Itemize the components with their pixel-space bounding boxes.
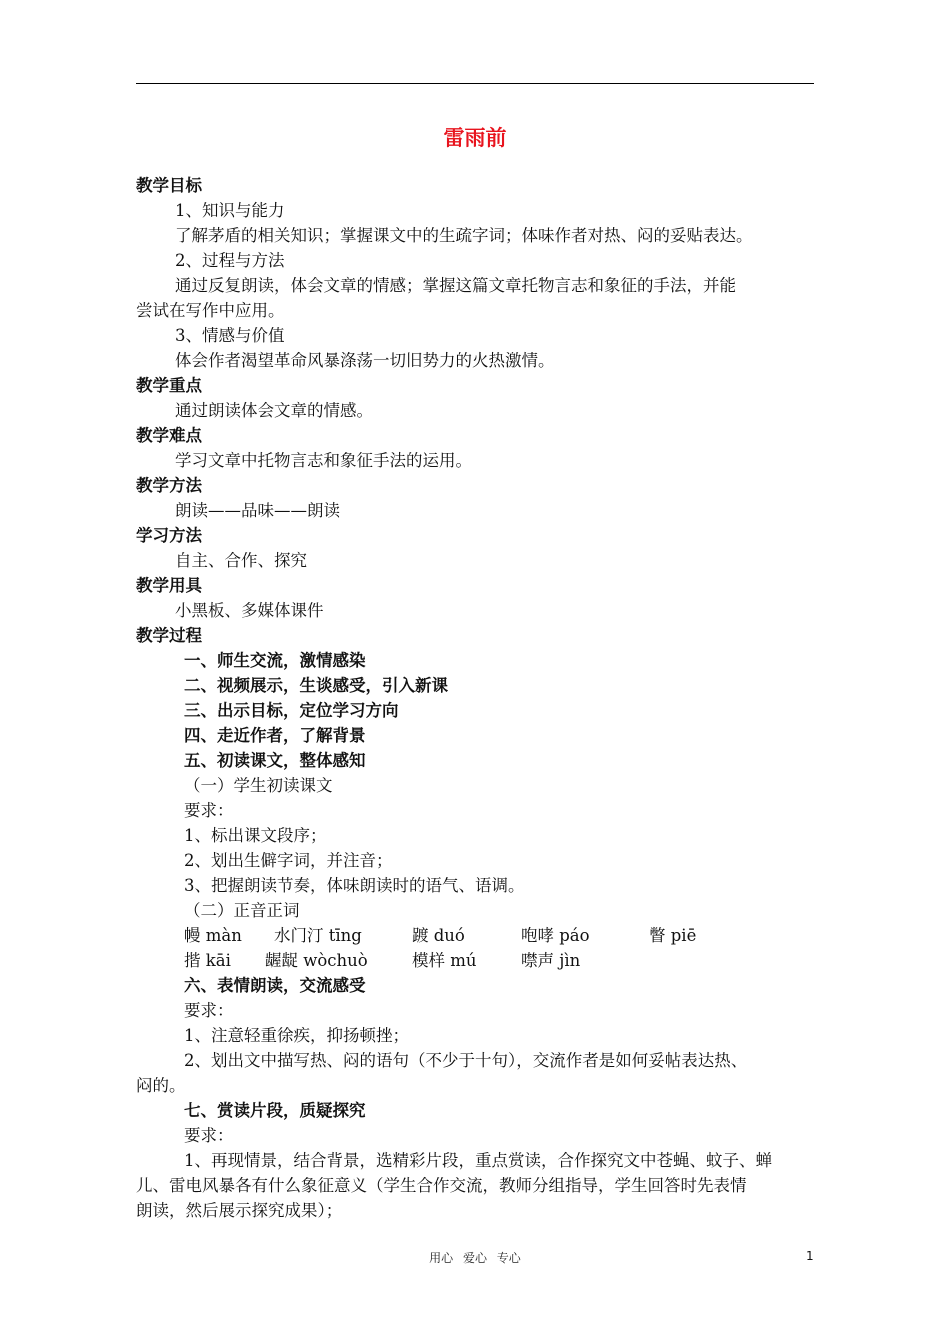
step-7-req-1a: 1、再现情景，结合背景，选精彩片段，重点赏读，合作探究文中苍蝇、蚊子、蝉 <box>184 1151 772 1170</box>
process-step-2: 二、视频展示，生谈感受，引入新课 <box>184 676 448 695</box>
pinyin-item: 水门汀 tīng <box>274 926 362 945</box>
objectives-heading: 教学目标 <box>136 176 202 195</box>
step-6-req-2b: 闷的。 <box>136 1076 186 1095</box>
page-number: 1 <box>806 1249 814 1263</box>
step-6-req-1: 1、注意轻重徐疾，抑扬顿挫； <box>184 1026 409 1045</box>
difficulties-heading: 教学难点 <box>136 426 202 445</box>
study-method-text: 自主、合作、探究 <box>175 551 307 570</box>
process-step-6: 六、表情朗读，交流感受 <box>184 976 366 995</box>
step-5-req-2: 2、划出生僻字词，并注音； <box>184 851 393 870</box>
difficulties-text: 学习文章中托物言志和象征手法的运用。 <box>175 451 472 470</box>
teaching-method-text: 朗读——品味——朗读 <box>175 501 340 520</box>
study-method-heading: 学习方法 <box>136 526 202 545</box>
pinyin-item: 踱 duó <box>412 926 465 945</box>
header-rule <box>136 83 814 84</box>
step-5-req-3: 3、把握朗读节奏，体味朗读时的语气、语调。 <box>184 876 525 895</box>
process-step-7: 七、赏读片段，质疑探究 <box>184 1101 366 1120</box>
objective-1-title: 1、知识与能力 <box>175 201 285 220</box>
step-5-sub-2: （二）正音正词 <box>184 901 300 920</box>
objective-2-text-a: 通过反复朗读，体会文章的情感；掌握这篇文章托物言志和象征的手法，并能 <box>175 276 736 295</box>
objective-3-title: 3、情感与价值 <box>175 326 285 345</box>
document-title: 雷雨前 <box>443 126 507 150</box>
objective-3-text: 体会作者渴望革命风暴涤荡一切旧势力的火热激情。 <box>175 351 555 370</box>
step-7-req-1b: 儿、雷电风暴各有什么象征意义（学生合作交流，教师分组指导，学生回答时先表情 <box>136 1176 747 1195</box>
process-step-3: 三、出示目标，定位学习方向 <box>184 701 399 720</box>
process-step-5: 五、初读课文，整体感知 <box>184 751 366 770</box>
teaching-method-heading: 教学方法 <box>136 476 202 495</box>
footer-slogan: 用心 爱心 专心 <box>429 1251 521 1265</box>
objective-2-title: 2、过程与方法 <box>175 251 285 270</box>
process-step-4: 四、走近作者，了解背景 <box>184 726 366 745</box>
step-5-req-1: 1、标出课文段序； <box>184 826 327 845</box>
objective-2-text-b: 尝试在写作中应用。 <box>136 301 285 320</box>
step-6-requirements: 要求： <box>184 1001 234 1020</box>
pinyin-item: 咆哮 páo <box>521 926 590 945</box>
key-points-heading: 教学重点 <box>136 376 202 395</box>
process-heading: 教学过程 <box>136 626 202 645</box>
teaching-tools-heading: 教学用具 <box>136 576 202 595</box>
pinyin-item: 瞥 piē <box>649 926 697 945</box>
pinyin-item: 幔 màn <box>184 926 242 945</box>
pinyin-item: 模样 mú <box>412 951 477 970</box>
pinyin-item: 噤声 jìn <box>521 951 581 970</box>
pinyin-item: 龌龊 wòchuò <box>265 951 368 970</box>
pinyin-item: 揩 kāi <box>184 951 231 970</box>
step-6-req-2a: 2、划出文中描写热、闷的语句（不少于十句），交流作者是如何妥帖表达热、 <box>184 1051 748 1070</box>
objective-1-text: 了解茅盾的相关知识；掌握课文中的生疏字词；体味作者对热、闷的妥贴表达。 <box>175 226 753 245</box>
step-5-requirements: 要求： <box>184 801 234 820</box>
step-7-req-1c: 朗读，然后展示探究成果）； <box>136 1201 343 1220</box>
key-points-text: 通过朗读体会文章的情感。 <box>175 401 373 420</box>
step-5-sub-1: （一）学生初读课文 <box>184 776 333 795</box>
process-step-1: 一、师生交流，激情感染 <box>184 651 366 670</box>
teaching-tools-text: 小黑板、多媒体课件 <box>175 601 324 620</box>
step-7-requirements: 要求： <box>184 1126 234 1145</box>
